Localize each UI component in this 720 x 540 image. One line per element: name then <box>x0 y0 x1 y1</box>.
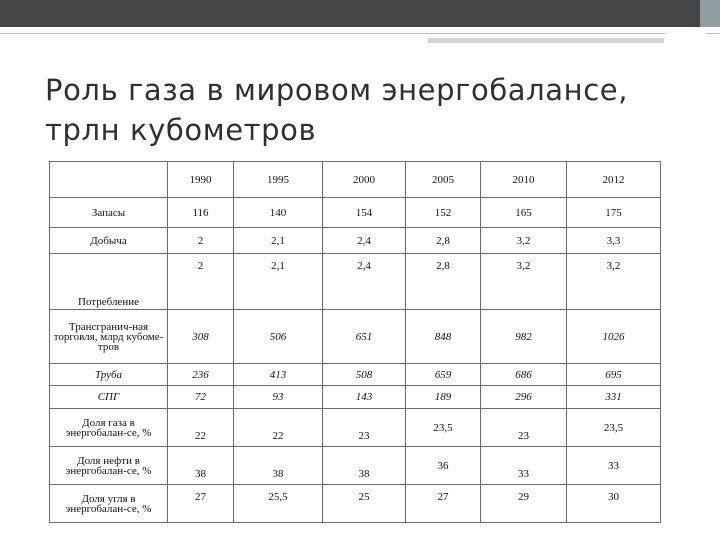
table-cell: 38 <box>323 447 406 485</box>
table-cell: 3,2 <box>567 254 661 310</box>
table-cell: 3,3 <box>567 228 661 254</box>
table-cell: 695 <box>567 364 661 386</box>
table-cell: 1026 <box>567 310 661 364</box>
table-cell: 72 <box>168 386 234 409</box>
table-cell: 23,5 <box>567 409 661 447</box>
header-accent <box>700 0 720 27</box>
table-cell: 2,8 <box>406 254 481 310</box>
year-header: 2005 <box>406 162 481 198</box>
row-label: СПГ <box>50 386 168 409</box>
table-cell: 2,1 <box>234 254 323 310</box>
table-cell: 154 <box>323 198 406 228</box>
corner-cell <box>50 162 168 198</box>
table-cell: 93 <box>234 386 323 409</box>
slide-title: Роль газа в мировом энергобалансе, трлн кубометров <box>45 73 629 147</box>
table-cell: 23 <box>481 409 567 447</box>
table-cell: 982 <box>481 310 567 364</box>
table-cell: 189 <box>406 386 481 409</box>
table-row <box>50 364 661 386</box>
table-cell: 23,5 <box>406 409 481 447</box>
header-rule <box>0 33 665 34</box>
table-cell: 508 <box>323 364 406 386</box>
table-row <box>50 447 661 485</box>
table-cell: 3,2 <box>481 254 567 310</box>
table-cell: 296 <box>481 386 567 409</box>
row-label: Доля угля в энергобалан-се, % <box>50 485 168 523</box>
table-cell: 175 <box>567 198 661 228</box>
table-cell: 27 <box>406 485 481 523</box>
year-header: 1990 <box>168 162 234 198</box>
table-cell: 22 <box>234 409 323 447</box>
row-label: Труба <box>50 364 168 386</box>
table-cell: 659 <box>406 364 481 386</box>
table-cell: 2,4 <box>323 254 406 310</box>
table-row <box>50 409 661 447</box>
gas-data-table <box>49 161 661 523</box>
year-header: 2012 <box>567 162 661 198</box>
year-header: 2010 <box>481 162 567 198</box>
table-cell: 2 <box>168 228 234 254</box>
table-cell: 3,2 <box>481 228 567 254</box>
table-cell: 33 <box>567 447 661 485</box>
table-cell: 2,1 <box>234 228 323 254</box>
table-cell: 25,5 <box>234 485 323 523</box>
table-cell: 22 <box>168 409 234 447</box>
year-header: 1995 <box>234 162 323 198</box>
table-row <box>50 254 661 310</box>
header-row <box>50 162 661 198</box>
table-cell: 848 <box>406 310 481 364</box>
table-cell: 331 <box>567 386 661 409</box>
table-cell: 116 <box>168 198 234 228</box>
table-cell: 38 <box>234 447 323 485</box>
header-bar <box>0 0 700 27</box>
table-cell: 38 <box>168 447 234 485</box>
table-cell: 2,8 <box>406 228 481 254</box>
year-header: 2000 <box>323 162 406 198</box>
header-side-rule <box>706 33 720 46</box>
table-cell: 2,4 <box>323 228 406 254</box>
table-cell: 152 <box>406 198 481 228</box>
table-cell: 506 <box>234 310 323 364</box>
table-cell: 36 <box>406 447 481 485</box>
table-cell: 140 <box>234 198 323 228</box>
row-label: Потребление <box>50 254 168 310</box>
table-cell: 143 <box>323 386 406 409</box>
table-cell: 33 <box>481 447 567 485</box>
row-label: Запасы <box>50 198 168 228</box>
table-cell: 25 <box>323 485 406 523</box>
table-cell: 651 <box>323 310 406 364</box>
table-cell: 686 <box>481 364 567 386</box>
row-label: Добыча <box>50 228 168 254</box>
table-cell: 236 <box>168 364 234 386</box>
table-row <box>50 310 661 364</box>
table-row <box>50 198 661 228</box>
table-cell: 27 <box>168 485 234 523</box>
table-cell: 308 <box>168 310 234 364</box>
table-cell: 165 <box>481 198 567 228</box>
row-label: Доля газа в энергобалан-се, % <box>50 409 168 447</box>
table-cell: 29 <box>481 485 567 523</box>
table-cell: 23 <box>323 409 406 447</box>
row-label: Доля нефти в энергобалан-се, % <box>50 447 168 485</box>
table-cell: 30 <box>567 485 661 523</box>
table-row <box>50 485 661 523</box>
header-rule-accent <box>428 38 664 43</box>
row-label: Трансгранич-ная торговля, млрд кубоме-тров <box>50 310 168 364</box>
table-row <box>50 386 661 409</box>
table-cell: 413 <box>234 364 323 386</box>
table-cell: 2 <box>168 254 234 310</box>
table-row <box>50 228 661 254</box>
